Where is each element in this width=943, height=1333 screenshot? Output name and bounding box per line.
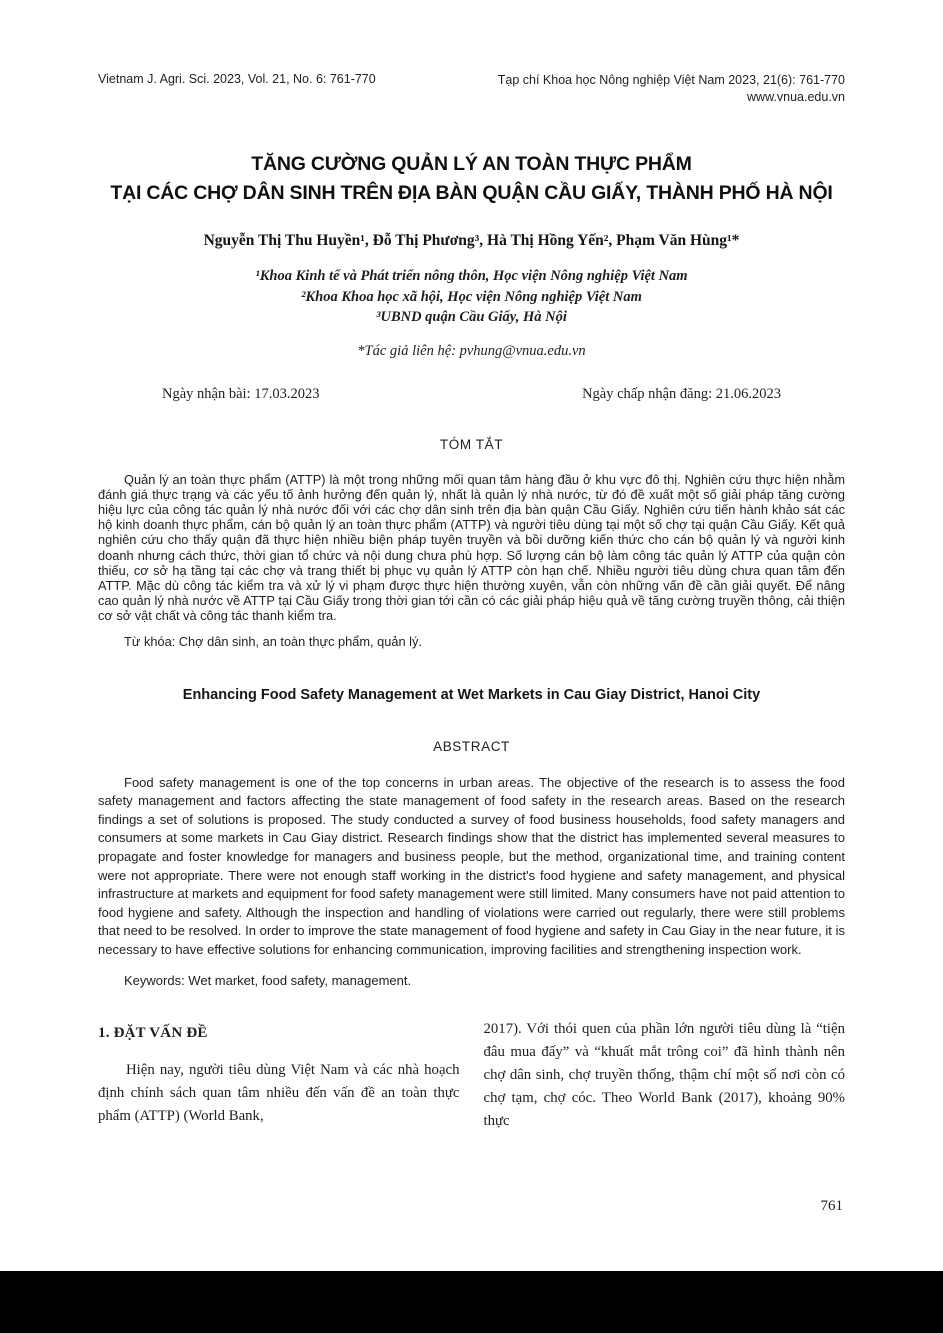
date-accepted: Ngày chấp nhận đăng: 21.06.2023: [582, 385, 781, 402]
section-1-heading: 1. ĐẶT VẤN ĐỀ: [98, 1025, 208, 1042]
abstract-en-heading: ABSTRACT: [433, 738, 510, 754]
english-title: Enhancing Food Safety Management at Wet Markets in Cau Giay District, Hanoi City: [182, 686, 761, 703]
abstract-vi-body: Quản lý an toàn thực phẩm (ATTP) là một trong những mối quan tâm hàng đầu ở khu vực đô thị. Nghiên cứu thực hiện nhằm đánh giá thực trạng và các yếu tố ảnh hưởng đến quản lý, nhất là quản lý nhà nước, từ đó đề xuất một số giải pháp tăng cường hiệu lực của công tác quản lý nhà nước đối với các chợ dân sinh trên địa bàn quận Cầu Giấy. Nghiên cứu tiến hành khảo sát các hộ kinh doanh thực phẩm, cán bộ quản lý an toàn thực phẩm (ATTP) và người tiêu dùng tại một số chợ tại quận Cầu Giấy. Kết quả nghiên cứu cho thấy quận đã thực hiện nhiều biện pháp tuyên truyền và bồi dưỡng kiến thức cho cán bộ quản lý và người kinh doanh nhưng cách thức, thời gian tổ chức và nội dung chưa phù hợp. Số lượng cán bộ làm công tác quản lý ATTP của quận còn thiếu, cơ sở hạ tầng tại các chợ và trang thiết bị phục vụ quản lý ATTP còn hạn chế. Nhiều người tiêu dùng chưa quan tâm đến ATTP. Mặc dù công tác kiểm tra và xử lý vi phạm được thực hiện thường xuyên, vẫn còn những vấn đề cần giải quyết. Để nâng cao quản lý nhà nước về ATTP tại Cầu Giấy trong thời gian tới cần có các giải pháp hiệu quả về tăng cường truyền thông, cải thiện cơ sở vật chất và công tác thanh kiểm tra.: [98, 471, 845, 624]
authors-line: Nguyễn Thị Thu Huyền¹, Đỗ Thị Phương³, Hà Thị Hồng Yến², Phạm Văn Hùng¹*: [203, 232, 740, 249]
column-right: [484, 1018, 846, 1133]
paper-title: [98, 150, 845, 208]
abstract-vi-heading: TÓM TẮT: [439, 436, 504, 452]
journal-citation-en: Vietnam J. Agri. Sci. 2023, Vol. 21, No. 6: 761-770: [98, 72, 376, 86]
contact-prefix: *Tác giả liên hệ:: [357, 342, 460, 359]
affiliation-2: ²Khoa Khoa học xã hội, Học viện Nông nghiệp Việt Nam: [301, 288, 642, 305]
paper-title-line2: TẠI CÁC CHỢ DÂN SINH TRÊN ĐỊA BÀN QUẬN CẦU GIẤY, THÀNH PHỐ HÀ NỘI: [110, 182, 833, 204]
affiliation-1: ¹Khoa Kinh tế và Phát triển nông thôn, Học viện Nông nghiệp Việt Nam: [255, 268, 688, 284]
journal-citation-vi: [498, 72, 845, 106]
contact-email-link[interactable]: pvhung@vnua.edu.vn: [459, 342, 586, 359]
keywords-vi: Từ khóa: Chợ dân sinh, an toàn thực phẩm, quản lý.: [124, 633, 422, 649]
date-received: Ngày nhận bài: 17.03.2023: [162, 385, 320, 402]
page-number: 761: [820, 1198, 843, 1214]
column-left: [98, 1018, 460, 1133]
abstract-en-body: Food safety management is one of the top concerns in urban areas. The objective of the research is to assess the food safety management and factors affecting the state management of food safety in the research areas. Based on the research findings a set of solutions is proposed. The study conducted a survey of food business households, food safety managers and consumers at some markets in Cau Giay district. Research findings show that the district has implemented several measures to propagate and foster knowledge for managers and business people, but the method, organizational time, and training content were not appropriate. There were not enough staff working in the district's food hygiene and safety management, and physical infrastructure at markets and equipment for food safety management were still limited. Many consumers have not paid attention to food hygiene and safety. Although the inspection and handling of violations were carried out regularly, there were still problems that need to be resolved. In order to improve the state management of food hygiene and safety in Cau Giay in the near future, it is necessary to have effective solutions for enhancing communication, improving facilities and strengthening inspection work.: [98, 774, 845, 957]
journal-citation-vi-text: Tạp chí Khoa học Nông nghiệp Việt Nam 2023, 21(6): 761-770: [497, 73, 845, 87]
body-columns: [98, 1018, 845, 1133]
affiliations: [98, 266, 845, 328]
corresponding-author-note: [98, 343, 845, 360]
keywords-en: Keywords: Wet market, food safety, management.: [124, 973, 412, 989]
dates-row: [98, 386, 845, 403]
running-header: [98, 0, 845, 106]
affiliation-3: ³UBND quận Cầu Giấy, Hà Nội: [376, 309, 567, 325]
paper-title-line1: TĂNG CƯỜNG QUẢN LÝ AN TOÀN THỰC PHẨM: [251, 153, 692, 175]
section-1-paragraph-left: Hiện nay, người tiêu dùng Việt Nam và các nhà hoạch định chính sách quan tâm nhiều đến vấn đề an toàn thực phẩm (ATTP) (World Bank,: [98, 1062, 460, 1125]
journal-url: www.vnua.edu.vn: [747, 90, 845, 104]
page-bottom-band: [0, 1271, 943, 1333]
section-1-paragraph-right: 2017). Với thói quen của phần lớn người tiêu dùng là “tiện đâu mua đấy” và “khuất mắt trông coi” đã hình thành nên chợ dân sinh, chợ truyền thống, thậm chí một số nơi còn có chợ tạm, chợ cóc. Theo World Bank (2017), khoảng 90% thực: [483, 1021, 845, 1130]
